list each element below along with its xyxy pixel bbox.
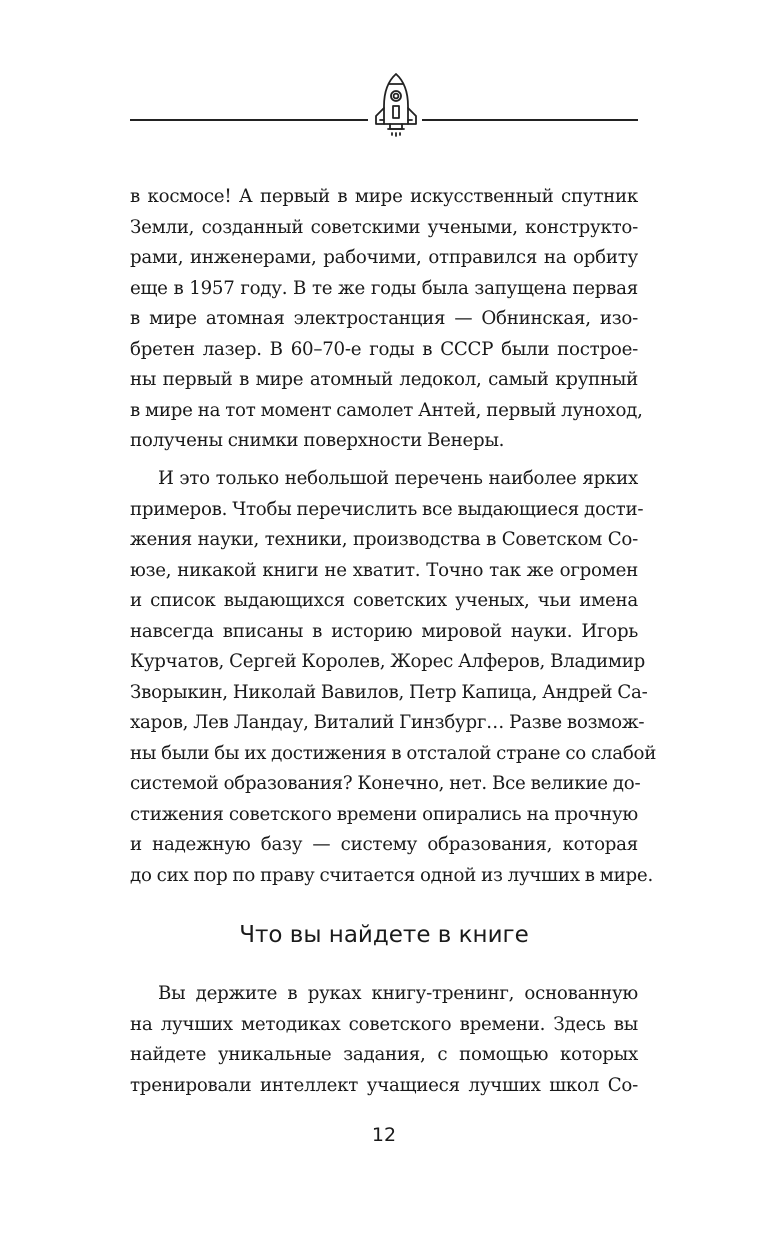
paragraph-2 (130, 464, 657, 891)
text-line: стижения советского времени опирались на прочную (130, 803, 638, 825)
text-line: и надежную базу — систему образования, которая (130, 834, 638, 855)
paragraph-1 (130, 182, 643, 457)
header-rule-left (130, 119, 368, 121)
text-line: жения науки, техники, производства в Советском Со- (130, 529, 638, 550)
text-line: харов, Лев Ландау, Виталий Гинзбург… Разве возмож- (130, 712, 645, 733)
text-line: Зворыкин, Николай Вавилов, Петр Капица, Андрей Са- (130, 681, 648, 703)
text-line: системой образования? Конечно, нет. Все великие до- (130, 773, 641, 794)
text-line: в мире атомная электростанция — Обнинская, изо- (130, 308, 638, 329)
text-line: в мире на тот момент самолет Антей, первый луноход, (130, 399, 643, 421)
text-line: найдете уникальные задания, с помощью которых (130, 1044, 638, 1065)
text-line: ны были бы их достижения в отсталой стране со слабой (130, 742, 657, 764)
text-line: И это только небольшой перечень наиболее ярких (158, 468, 638, 489)
text-line: Курчатов, Сергей Королев, Жорес Алферов, Владимир (130, 651, 646, 672)
text-line: еще в 1957 году. В те же годы была запущена первая (130, 277, 638, 299)
text-line: до сих пор по праву считается одной из лучших в мире. (130, 864, 653, 886)
rocket-icon (370, 72, 422, 140)
page-header-ornament (130, 72, 638, 140)
text-line: Вы держите в руках книгу-тренинг, основанную (158, 983, 638, 1004)
text-line: бретен лазер. В 60–70-е годы в СССР были построе- (130, 338, 638, 360)
section-heading: Что вы найдете в книге (239, 922, 529, 948)
text-line: получены снимки поверхности Венеры. (130, 430, 505, 451)
text-line: в космосе! А первый в мире искусственный спутник (130, 186, 638, 207)
text-line: и список выдающихся советских ученых, чьи имена (130, 590, 638, 611)
text-line: ны первый в мире атомный ледокол, самый крупный (130, 369, 638, 390)
text-line: юзе, никакой книги не хватит. Точно так же огромен (130, 559, 638, 581)
text-line: навсегда вписаны в историю мировой науки. Игорь (130, 620, 638, 642)
page-number: 12 (371, 1124, 397, 1146)
text-line: рами, инженерами, рабочими, отправился на орбиту (130, 247, 638, 268)
text-line: примеров. Чтобы перечислить все выдающиеся дости- (130, 498, 644, 520)
text-line: тренировали интеллект учащиеся лучших школ Со- (130, 1074, 638, 1096)
text-line: Земли, созданный советскими учеными, конструкто- (130, 216, 638, 238)
header-rule-right (422, 119, 638, 121)
paragraph-3 (130, 979, 638, 1101)
text-line: на лучших методиках советского времени. Здесь вы (130, 1013, 638, 1035)
